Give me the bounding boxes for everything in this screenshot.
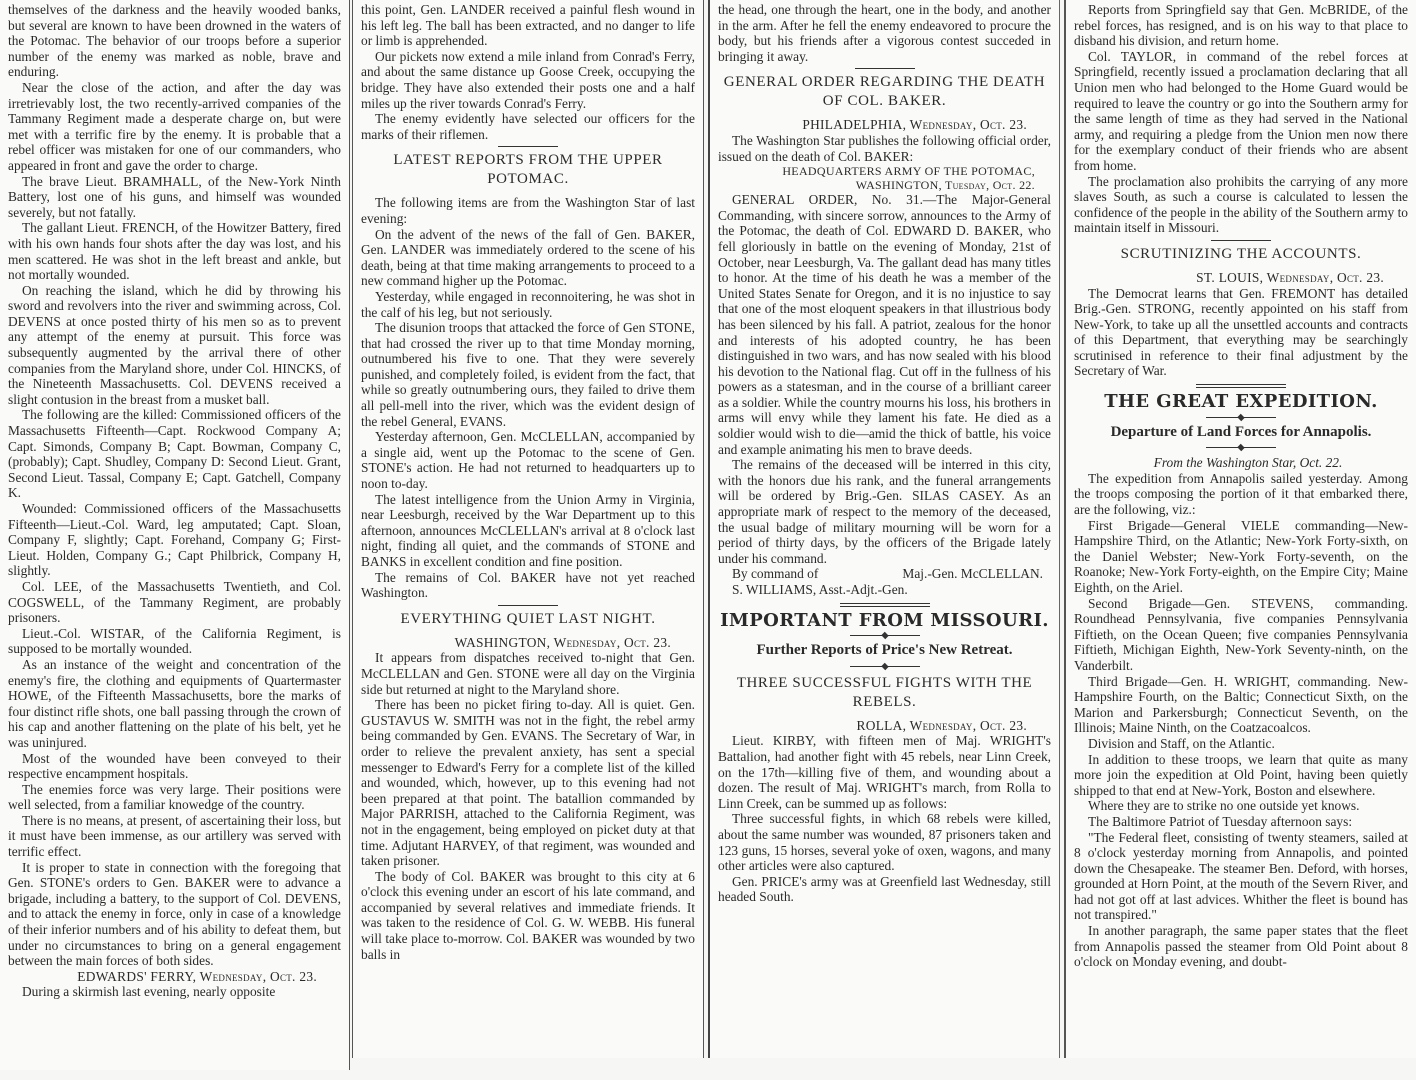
divider-ornament-icon [850,632,920,639]
paragraph: There has been no picket firing to-day. All is quiet. Gen. GUSTAVUS W. SMITH was not in the fight, the rebel army being commanded by Gen. EVANS. The Secretary of War, in order to relieve the prevalent anxiety, has sent a special messenger to Edward's Ferry for a complete list of the killed and wounded, which, however, up to this evening had not been prepared at that point. The batallion commanded by Major PARRISH, attached to the California Regiment, was not in the engagement, being employed on picket duty at that time. Adjutant HARVEY, of that regiment, was wounded and taken prisoner. [361,697,695,869]
divider-ornament-icon [1206,444,1276,451]
source-credit: From the Washington Star, Oct. 22. [1153,455,1343,471]
section-headline: EVERYTHING QUIET LAST NIGHT. [400,610,656,627]
paragraph: It is proper to state in connection with the foregoing that Gen. STONE's orders to Gen. BAKER were to advance a brigade, including a battery, to the support of Col. DEVENS, and to attack the enemy in force, only in case of a knowledge of their inferior numbers and of his ability to defeat them, but under no circumstances to bring on a general engagement between the main forces of both sides. [8,859,341,969]
paragraph: "The Federal fleet, consisting of twenty steamers, sailed at 8 o'clock yesterday morning from Annapolis, and pointed down the Chesapeake. The steamer Ben. Deford, with horses, grounded at Horn Point, at the mouth of the Severn River, and had not got off at last advices. Whither the fleet is bound has not transpired." [1074,829,1408,923]
paragraph: S. WILLIAMS, Asst.-Adjt.-Gen. [732,582,908,597]
paragraph: The brave Lieut. BRAMHALL, of the New-York Ninth Battery, lost one of his guns, and himself was wounded severely, but not fatally. [8,173,341,220]
paragraph: The latest intelligence from the Union Army in Virginia, near Leesburgh, received by the War Department up to this afternoon, announces McCLELLAN's arrival at 8 o'clock last night, finding all quiet, and the commands of STONE and BANKS in excellent condition and fine position. [361,491,695,569]
paragraph: In addition to these troops, we learn that quite as many more join the expedition at Old Point, having been quietly shipped to that end at New-York, Boston and elsewhere. [1074,751,1408,798]
paragraph: Reports from Springfield say that Gen. McBRIDE, of the rebel forces, has resigned, and is on his way to that place to disband his division, and return home. [1074,2,1408,49]
section-headline: THREE SUCCESSFUL FIGHTS WITH THE REBELS. [736,674,1033,710]
major-headline: IMPORTANT FROM MISSOURI. [720,609,1049,631]
major-headline: THE GREAT EXPEDITION. [1104,391,1378,413]
paragraph: Lieut. KIRBY, with fifteen men of Maj. WRIGHT's Battalion, had another fight with 45 rebels, near Linn Creek, on the 17th—killing five of them, and wounding about a dozen. The result of Maj. WRIGHT's march, from Rolla to Linn Creek, can be summed up as follows: [718,733,1051,811]
paragraph: Lieut.-Col. WISTAR, of the California Regiment, is supposed to be mortally wounded. [8,625,341,657]
paragraph: First Brigade—General VIELE commanding—New-Hampshire Third, on the Atlantic; New-York Forty-sixth, on the Daniel Webster; New-York Forty-seventh, on the Roanoke; New-York Forty-eighth, on the Empire City; Maine Eighth, on the Ariel. [1074,517,1408,595]
paragraph: Col. TAYLOR, in command of the rebel forces at Springfield, recently issued a proclamation declaring that all Union men who had belonged to the Home Guard would be required to leave the country or go into the Southern army for the same length of time as they had served in the National army, and requiring a pledge from the Union men now there for the exemplary conduct of their friends who are absent from home. [1074,48,1408,173]
paragraph: As an instance of the weight and concentration of the enemy's fire, the clothing and equipments of Quartermaster HOWE, of the Fifteenth Massachusetts, bore the marks of four distinct rifle shots, one ball passing through the crown of his cap and another flattening on the plate of his belt, yet he was uninjured. [8,656,341,750]
paragraph: Three successful fights, in which 68 rebels were killed, about the same number was wounded, 87 prisoners taken and 123 guns, 15 horses, several yoke of oxen, wagons, and many other articles were also captured. [718,811,1051,874]
section-headline: SCRUTINIZING THE ACCOUNTS. [1120,245,1362,262]
paragraph: It appears from dispatches received to-night that Gen. McCLELLAN and Gen. STONE were all day on the Virginia side but returned at night to the Maryland shore. [361,650,695,697]
dateline: ST. LOUIS, Wednesday, Oct. 23. [1196,269,1384,285]
paragraph: Third Brigade—Gen. H. WRIGHT, commanding. New-Hampshire Fourth, on the Baltic; Connecticut Sixth, on the Marion and Parkersburgh; Connecticut Seventh, on the Illinois; Maine Ninth, on the Coatzacoalcos. [1074,673,1408,736]
paragraph: Second Brigade—Gen. STEVENS, commanding. Roundhead Pennsylvania, five companies Pennsylvania Fiftieth, on the Ocean Queen; five companies Pennsylvania Fiftieth, Michigan Eighth, New-York Seventy-ninth, on the Vanderbilt. [1074,595,1408,673]
paragraph: Yesterday, while engaged in reconnoitering, he was shot in the calf of his leg, but not seriously. [361,288,695,320]
signature-left: By command of [732,566,819,582]
paragraph: The Democrat learns that Gen. FREMONT has detailed Brig.-Gen. STRONG, recently appointed on his staff from New-York, to take up all the unsettled accounts and contracts of this Department, that everything may be searchingly scrutinised in reference to their final adjustment by the Secretary of War. [1074,285,1408,379]
dateline: ROLLA, Wednesday, Oct. 23. [856,717,1027,733]
paragraph: GENERAL ORDER, No. 31.—The Major-General Commanding, with sincere sorrow, announces to the Army of the Potomac, the death of Col. EDWARD D. BAKER, who fell gloriously in battle on the evening of Monday, 21st of October, near Leesburgh, Va. The gallant dead has many titles to honor. At the time of his death he was a member of the United States Senate for Oregon, and it is no injustice to say that one of the most eloquent speakers in that illustrious body has been silenced by his fall. A patriot, zealous for the honor and interests of his adopted country, he has been distinguished in two wars, and has now sealed with his blood his devotion to the National flag. Cut off in the fullness of his powers as a statesman, and in the course of a brilliant career as a soldier. While the country mourns his loss, his brothers in arms will envy while they lament his fate. He died as a soldier would wish to die—amid the thick of battle, his voice and example animating his men to brave deeds. [718,192,1051,457]
paragraph: The proclamation also prohibits the carrying of any more slaves South, as such a course is calculated to lessen the confidence of the people in the ability of the Southern army to maintain itself in Missouri. [1074,173,1408,236]
paragraph: The enemy evidently have selected our officers for the marks of their riflemen. [361,111,695,142]
subheadline: Further Reports of Price's New Retreat. [756,642,1013,659]
paragraph: Most of the wounded have been conveyed to their respective encampment hospitals. [8,750,341,782]
paragraph: During a skirmish last evening, nearly opposite [22,984,276,1000]
divider-rule [498,605,558,606]
paragraph: Where they are to strike no one outside yet knows. [1088,798,1360,814]
column-1 [0,0,350,1070]
headquarters-line: WASHINGTON, Tuesday, Oct. 22. [855,178,1035,193]
dateline: PHILADELPHIA, Wednesday, Oct. 23. [802,117,1027,133]
section-headline: GENERAL ORDER REGARDING THE DEATH OF COL. BAKER. [723,74,1046,110]
paragraph: The gallant Lieut. FRENCH, of the Howitzer Battery, fired with his own hands four shots after the day was lost, and his men scattered. He was shot in the left breast and ankle, but not mortally wounded. [8,220,341,283]
paragraph: On the advent of the news of the fall of Gen. BAKER, Gen. LANDER was immediately ordered to the scene of his death, being at that time making arrangements to proceed to a new command higher up the Potomac. [361,226,695,289]
paragraph: The Baltimore Patriot of Tuesday afternoon says: [1088,813,1353,829]
paragraph: The Washington Star publishes the following official order, issued on the death of Col. BAKER: [718,132,1051,164]
paragraph: On reaching the island, which he did by throwing his sword and revolvers into the river and swimming across, Col. DEVENS at once posted thirty of his men so as to prevent any attempt of the enemy at pursuit. This force was subsequently augmented by the arrival there of other companies from the Maryland shore, under Col. HINCKS, of the Nineteenth Massachusetts. Col. DEVENS received a slight contusion in the breast from a musket ball. [8,282,341,407]
paragraph: Wounded: Commissioned officers of the Massachusetts Fifteenth—Lieut.-Col. Ward, leg amputated; Capt. Sloan, Company F, slightly; Capt. Forehand, Company G; First-Lieut. Holden, Company G.; Capt Philbrick, Company H, slightly. [8,501,341,579]
paragraph: The expedition from Annapolis sailed yesterday. Among the troops composing the portion of it that embarked there, are the following, viz.: [1074,470,1408,518]
section-headline: LATEST REPORTS FROM THE UPPER POTOMAC. [393,152,663,188]
paragraph: The following items are from the Washington Star of last evening: [361,195,695,226]
divider-rule [855,68,915,69]
divider-double-rule [840,603,930,607]
headquarters-line: HEADQUARTERS ARMY OF THE POTOMAC, [782,164,1035,179]
signature-right: Maj.-Gen. McCLELLAN. [902,566,1043,582]
column-4 [1064,0,1416,1058]
divider-ornament-icon [1206,414,1276,421]
headquarters-heading [718,164,1051,192]
signature-line [718,566,1051,582]
paragraph: The enemies force was very large. Their positions were well selected, from a familiar knowedge of the country. [8,781,341,813]
paragraph: The disunion troops that attacked the force of Gen STONE, that had crossed the river up to that time Monday morning, outnumbered his five to one. That they were severely punished, and completely foiled, is evident from the fact, that while so greatly outnumbering ours, they failed to drive them all pell-mell into the river, which was the evident design of the rebel General, EVANS. [361,320,695,429]
paragraph: Gen. PRICE's army was at Greenfield last Wednesday, still headed South. [718,873,1051,905]
paragraph: In another paragraph, the same paper states that the fleet from Annapolis passed the steamer from Old Point about 8 o'clock on Monday evening, and doubt- [1074,923,1408,970]
divider-rule [498,146,558,147]
dateline: EDWARDS' FERRY, Wednesday, Oct. 23. [77,968,317,984]
subheadline: Departure of Land Forces for Annapolis. [1110,423,1372,440]
paragraph: The remains of Col. BAKER have not yet reached Washington. [361,569,695,601]
paragraph: There is no means, at present, of ascertaining their loss, but it must have been immense, as our artillery was served with terrific effect. [8,812,341,860]
dateline: WASHINGTON, Wednesday, Oct. 23. [454,634,671,650]
paragraph: The body of Col. BAKER was brought to this city at 6 o'clock this evening under an escort of his late command, and accompanied by several relatives and immediate friends. It was taken to the residence of Col. G. W. WEBB. His funeral will take place to-morrow. Col. BAKER was wounded by two balls in [361,868,695,962]
paragraph: Col. LEE, of the Massachusetts Twentieth, and Col. COGSWELL, of the Tammany Regiment, are probably prisoners. [8,578,341,626]
column-3 [708,0,1060,1058]
column-2 [352,0,704,1058]
paragraph: Division and Staff, on the Atlantic. [1088,735,1275,751]
paragraph: The following are the killed: Commissioned officers of the Massachusetts Fifteenth—Capt. Rockwood Company A; Capt. Simonds, Company B; Capt. Bowman, Company C, (probably); Capt. Shudley, Company D: Second Lieut. Grant, Second Lieut. Tassal, Company E; Capt. Gatchell, Company K. [8,407,341,501]
paragraph: Near the close of the action, and after the day was irretrievably lost, the two recently-arrived companies of the Tammany Regiment made a desperate charge on, but were met with a terrific fire by the enemy. It is probable that a rebel officer was mistaken for one of our commanders, who appeared in front and gave the order to charge. [8,79,341,173]
divider-rule [1211,240,1271,241]
paragraph: this point, Gen. LANDER received a painful flesh wound in his left leg. The ball has been extracted, and no danger to life or limb is apprehended. [361,2,695,49]
paragraph: The remains of the deceased will be interred in this city, with the honors due his rank, and the funeral arrangements will be ordered by Brig.-Gen. SILAS CASEY. As an appropriate mark of respect to the memory of the deceased, the usual badge of military mourning will be worn for a period of thirty days, by the officers of the Brigade lately under his command. [718,457,1051,566]
paragraph: Yesterday afternoon, Gen. McCLELLAN, accompanied by a single aid, went up the Potomac to the scene of Gen. STONE's action. He had not returned to headquarters up to noon to-day. [361,429,695,492]
divider-ornament-icon [850,663,920,670]
paragraph: the head, one through the heart, one in the body, and another in the arm. After he fell the enemy endeavored to procure the body, but his friends after a vigorous contest succeded in bringing it away. [718,2,1051,64]
divider-double-rule [1196,384,1286,388]
paragraph: themselves of the darkness and the heavily wooded banks, but several are known to have been drowned in the waters of the Potomac. The behavior of our troops before a superior number of the enemy was marked as noble, brave and enduring. [8,2,341,80]
paragraph: Our pickets now extend a mile inland from Conrad's Ferry, and about the same distance up Goose Creek, occupying the bridge. They have also extended their posts one and a half miles up the river towards Conrad's Ferry. [361,48,695,111]
